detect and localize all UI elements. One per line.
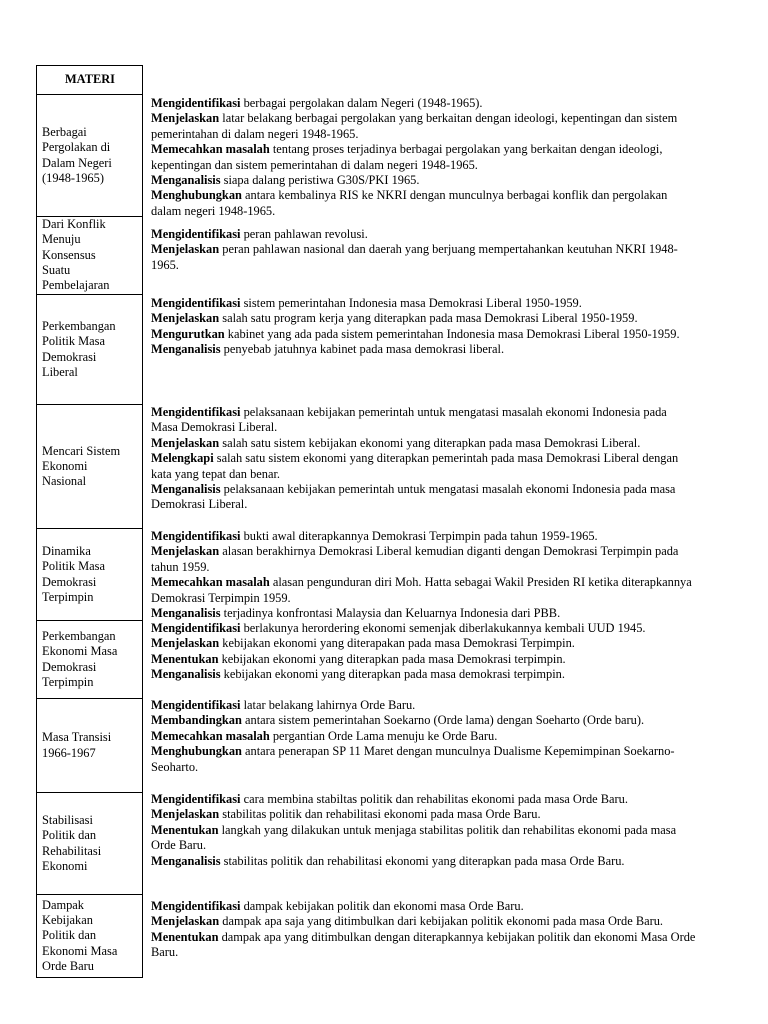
objective-item [151,111,696,142]
objective-item [151,636,696,651]
objective-verb: Mengidentifikasi [151,96,241,110]
objective-verb: Menganalisis [151,342,221,357]
objective-text: siapa dalang peristiwa G30S/PKI 1965. [220,173,420,188]
objective-verb: Menentukan [151,822,219,837]
objective-text: dampak apa saja yang ditimbulkan dari kebijakan politik ekonomi pada masa Orde Baru. [219,914,664,929]
objective-item [151,242,696,273]
objective-verb: Menjelaskan [151,544,220,559]
objective-text: peran pahlawan nasional dan daerah yang berjuang mempertahankan keutuhan NKRI 1948-1965. [151,242,678,272]
objective-verb: Menganalisis [151,606,221,621]
objective-text: salah satu sistem kebijakan ekonomi yang diterapkan pada masa Demokrasi Liberal. [219,435,641,450]
objective-item [151,96,696,111]
topic-label: Dinamika Politik Masa Demokrasi Terpimpin [42,543,105,604]
objective-verb: Mengidentifikasi [151,792,241,806]
objective-verb: Menganalisis [151,482,221,497]
objective-text: dampak apa yang ditimbulkan dengan diterapkannya kebijakan politik dan ekonomi Masa Orde Baru. [151,929,696,960]
objective-verb: Menjelaskan [151,242,220,257]
objective-verb: Mengidentifikasi [151,405,241,419]
objective-item [151,327,696,342]
objective-verb: Menjelaskan [151,111,220,126]
objective-text: antara kembalinya RIS ke NKRI dengan munculnya berbagai konflik dan pergolakan dalam negeri 1948-1965. [151,188,668,218]
objective-item [151,606,696,621]
objective-verb: Menjelaskan [151,807,220,822]
objective-verb: Menjelaskan [151,636,220,651]
objective-item [151,930,696,961]
objectives-block [151,899,696,961]
topic-label: Dari Konflik Menuju Konsensus Suatu Pembelajaran [42,217,110,293]
objective-item [151,173,696,188]
objective-text: salah satu sistem ekonomi yang diterapkan pemerintah pada masa Demokrasi Liberal dengan kata yang tepat dan benar. [151,451,679,481]
objective-item [151,436,696,451]
objective-item [151,621,696,636]
topic-label: Perkembangan Politik Masa Demokrasi Liberal [42,318,116,379]
objectives-block [151,96,696,219]
objective-verb: Menjelaskan [151,914,220,929]
objective-item [151,227,696,242]
objective-text: cara membina stabiltas politik dan rehabilitas ekonomi pada masa Orde Baru. [240,792,628,806]
objective-item [151,296,696,311]
objective-item [151,729,696,744]
objective-text: pergantian Orde Lama menuju ke Orde Baru. [269,728,498,743]
objective-text: peran pahlawan revolusi. [240,227,368,241]
objective-text: antara sistem pemerintahan Soekarno (Orde lama) dengan Soeharto (Orde baru). [241,713,645,728]
topic-label: Dampak Kebijakan Politik dan Ekonomi Masa Orde Baru [42,897,118,973]
objective-verb: Menjelaskan [151,435,220,450]
objective-verb: Menganalisis [151,173,221,188]
objective-verb: Menghubungkan [151,188,242,203]
objective-verb: Mengidentifikasi [151,227,241,241]
table-header-materi [36,65,143,95]
objective-item [151,142,696,173]
objective-text: bukti awal diterapkannya Demokrasi Terpimpin pada tahun 1959-1965. [240,529,598,543]
objective-item [151,311,696,326]
objective-item [151,652,696,667]
objective-item [151,914,696,929]
objective-item [151,482,696,513]
objective-text: kebijakan ekonomi yang diterapakan pada masa Demokrasi Terpimpin. [219,636,575,651]
topic-label: Masa Transisi 1966-1967 [42,730,112,760]
objective-item [151,405,696,436]
objective-text: berlakunya herordering ekonomi semenjak diberlakukannya kembali UUD 1945. [240,621,646,635]
objective-text: sistem pemerintahan Indonesia masa Demokrasi Liberal 1950-1959. [240,296,582,310]
objectives-block [151,529,696,621]
objectives-block [151,698,696,775]
objective-item [151,188,696,219]
topic-cell [36,294,143,405]
objective-text: penyebab jatuhnya kabinet pada masa demokrasi liberal. [220,342,505,357]
objective-text: pelaksanaan kebijakan pemerintah untuk mengatasi masalah ekonomi Indonesia pada masa Demokrasi Liberal. [151,482,676,512]
objective-verb: Menentukan [151,651,219,666]
topic-cell [36,216,143,295]
topic-label: Berbagai Pergolakan di Dalam Negeri (1948-1965) [42,124,112,185]
objective-text: kebijakan ekonomi yang diterapkan pada masa Demokrasi terpimpin. [218,651,566,666]
objective-text: kabinet yang ada pada sistem pemerintahan Indonesia masa Demokrasi Liberal 1950-1959. [224,326,680,341]
objective-text: terjadinya konfrontasi Malaysia dan Keluarnya Indonesia dari PBB. [220,606,561,621]
objective-verb: Menganalisis [151,853,221,868]
header-label: MATERI [64,72,116,87]
objectives-block [151,792,696,869]
topic-cell [36,894,143,978]
objective-item [151,744,696,775]
objective-verb: Membandingkan [151,713,242,728]
objective-verb: Mengidentifikasi [151,529,241,543]
objectives-block [151,296,696,358]
objective-text: pelaksanaan kebijakan pemerintah untuk mengatasi masalah ekonomi Indonesia pada Masa Demokrasi Liberal. [151,405,667,435]
topic-cell [36,792,143,895]
objective-item [151,713,696,728]
objective-text: stabilitas politik dan rehabilitasi ekonomi pada masa Orde Baru. [219,807,541,822]
objectives-block [151,405,696,513]
objective-verb: Memecahkan masalah [151,575,270,590]
topic-cell [36,698,143,793]
objective-item [151,451,696,482]
objective-verb: Mengurutkan [151,326,225,341]
objective-verb: Mengidentifikasi [151,899,241,913]
objective-item [151,667,696,682]
objective-text: latar belakang lahirnya Orde Baru. [240,698,416,712]
objective-verb: Menganalisis [151,667,221,682]
topic-cell [36,94,143,217]
objective-item [151,792,696,807]
topic-label: Perkembangan Ekonomi Masa Demokrasi Terpimpin [42,628,118,689]
objective-verb: Mengidentifikasi [151,621,241,635]
objective-text: berbagai pergolakan dalam Negeri (1948-1965). [240,96,483,110]
objective-verb: Mengidentifikasi [151,296,241,310]
objective-text: tentang proses terjadinya berbagai pergolakan yang berkaitan dengan ideologi, kepentingan dan sistem pemerintahan di dalam negeri 1948-1965. [151,142,663,172]
objective-item [151,899,696,914]
objectives-block [151,621,696,683]
objectives-block [151,227,696,273]
objective-text: langkah yang dilakukan untuk menjaga stabilitas politik dan rehabilitas ekonomi pada masa Orde Baru. [151,822,677,853]
objective-verb: Melengkapi [151,451,214,466]
objective-text: alasan berakhirnya Demokrasi Liberal kemudian diganti dengan Demokrasi Terpimpin pada tahun 1959. [151,544,679,574]
objective-text: latar belakang berbagai pergolakan yang berkaitan dengan ideologi, kepentingan dan sistem pemerintahan di dalam negeri 1948-1965. [151,111,678,141]
objective-text: salah satu program kerja yang diterapkan pada masa Demokrasi Liberal 1950-1959. [219,311,638,326]
objective-verb: Menghubungkan [151,744,242,759]
objective-item [151,575,696,606]
objective-text: dampak kebijakan politik dan ekonomi masa Orde Baru. [240,899,524,913]
objective-text: alasan pengunduran diri Moh. Hatta sebagai Wakil Presiden RI ketika diterapkannya Demokrasi Terpimpin 1959. [151,575,692,605]
objective-verb: Memecahkan masalah [151,142,270,157]
objective-item [151,342,696,357]
objective-text: stabilitas politik dan rehabilitasi ekonomi yang diterapkan pada masa Orde Baru. [220,853,625,868]
objective-text: antara penerapan SP 11 Maret dengan munculnya Dualisme Kepemimpinan Soekarno-Seoharto. [151,744,675,774]
topic-cell [36,620,143,699]
topic-label: Stabilisasi Politik dan Rehabilitasi Ekonomi [42,812,102,873]
objective-verb: Menentukan [151,929,219,944]
objective-item [151,807,696,822]
topic-cell [36,404,143,529]
objective-verb: Memecahkan masalah [151,728,270,743]
objective-verb: Mengidentifikasi [151,698,241,712]
objective-item [151,529,696,544]
objective-item [151,823,696,854]
objective-item [151,854,696,869]
topic-cell [36,528,143,621]
objective-verb: Menjelaskan [151,311,220,326]
topic-label: Mencari Sistem Ekonomi Nasional [42,443,121,489]
objective-item [151,698,696,713]
objective-text: kebijakan ekonomi yang diterapkan pada masa demokrasi terpimpin. [220,667,565,682]
objective-item [151,544,696,575]
